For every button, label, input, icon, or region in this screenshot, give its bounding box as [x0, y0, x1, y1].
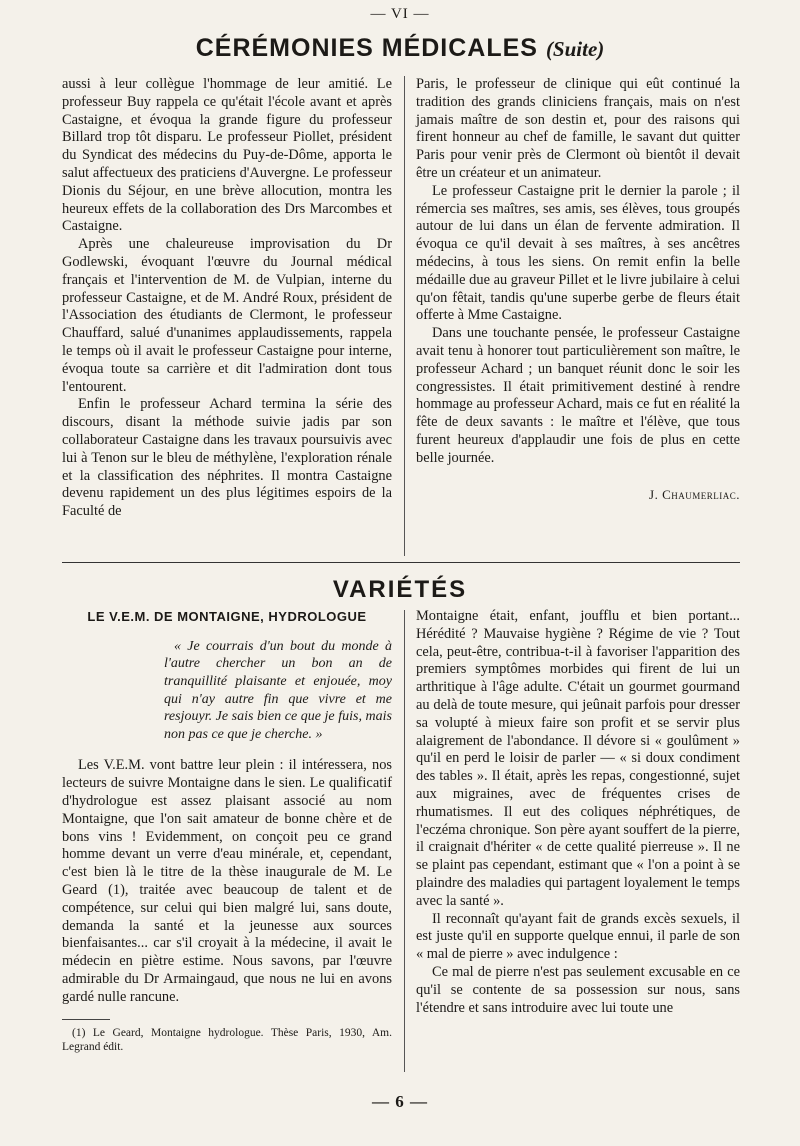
- paragraph: Le professeur Castaigne prit le dernier la parole ; il rémercia ses maîtres, ses amis, ses élèves, tous groupés autour de lui dans un élan de fervente admiration. Il évoqua ce qu'il devait à ses maîtres, à ses ancêtres médecins, à tous les siens. On remit enfin la belle médaille due au graveur Pillet et le livre jubilaire à celui qu'on fêtait, tandis qu'une superbe gerbe de fleurs était offerte à Mme Castaigne.: [416, 182, 740, 324]
- roman-page-number: — VI —: [370, 6, 430, 22]
- footnote-rule: [62, 1019, 110, 1020]
- paragraph: Paris, le professeur de clinique qui eût continué la tradition des grands cliniciens français, mais on n'est jamais maître de son destin et, pour des raisons qui firent honneur au chef de famille, le savant dut quitter Paris pour venir près de Clermont où bientôt il devait être un créateur et un animateur.: [416, 76, 740, 181]
- paragraph: Ce mal de pierre n'est pas seulement excusable en ce qu'il se contente de sa possession sur nous, sans l'étendre et sans introduire avec lui toute une: [416, 963, 740, 1016]
- ceremonies-column-right: [416, 76, 740, 503]
- varietes-column-right: [416, 608, 740, 1017]
- column-divider: [404, 76, 405, 556]
- article-title: LE V.E.M. DE MONTAIGNE, HYDROLOGUE: [87, 609, 367, 624]
- column-divider: [404, 610, 405, 1072]
- epigraph-quote: « Je courrais d'un bout du monde à l'autre chercher un bon an de tranquillité plaisante et enjouée, moy qui n'ay autre fin que vivre et me resjouyr. Je sais bien ce que je fuis, mais non pas ce que je cherche. »: [164, 638, 392, 742]
- author-signature: J. Chaumerliac.: [649, 486, 740, 502]
- varietes-title: VARIÉTÉS: [332, 576, 468, 603]
- paragraph: Les V.E.M. vont battre leur plein : il intéressera, nos lecteurs de suivre Montaigne dans le sien. Le qualificatif d'hydrologue est assez plaisant associé au nom Montaigne, que l'on sait amateur de bonne chère et de bons vins ! Evidemment, on conçoit peu ce grand homme devant un verre d'eau minérale, et, cependant, c'est bien là le titre de la thèse inaugurale de M. Le Geard (1), traitée avec beaucoup de talent et de compétence, sur celui qui bien malgré lui, sans doute, demanda la santé et la jeunesse aux sources bienfaisantes... car s'il croyait à la médecine, il avait le médecin en piètre estime. Nous savons, par l'œuvre admirable du Dr Armaingaud, que nous ne lui en avons gardé nulle rancune.: [62, 757, 392, 1005]
- footnote: (1) Le Geard, Montaigne hydrologue. Thèse Paris, 1930, Am. Legrand édit.: [62, 1026, 392, 1053]
- section-rule: [62, 562, 740, 563]
- ceremonies-column-left: [62, 76, 392, 521]
- paragraph: Après une chaleureuse improvisation du Dr Godlewski, évoquant l'œuvre du Journal médical français et l'intervention de M. de Vulpian, interne du professeur Castaigne, et de M. André Roux, président de l'Association des étudiants de Clermont, le professeur Chauffard, salué d'unanimes applaudissements, rappela le temps où il avait le professeur Castaigne pour interne, évoqua toute sa carrière et dit l'admiration dont tous l'entourent.: [62, 236, 392, 395]
- section-title-text: CÉRÉMONIES MÉDICALES: [195, 34, 538, 62]
- section-title: [0, 34, 800, 63]
- section-title-suffix: (Suite): [545, 37, 605, 61]
- paragraph: Il reconnaît qu'ayant fait de grands excès sexuels, il est juste qu'il en supporte quelque ennui, il parle de son « mal de pierre » avec indulgence :: [416, 910, 740, 963]
- paragraph: aussi à leur collègue l'hommage de leur amitié. Le professeur Buy rappela ce qu'était l'école avant et après Castaigne, et évoqua la grande figure du professeur Billard trop tôt disparu. Le professeur Piollet, président du Syndicat des médecins du Puy-de-Dôme, apporta le salut affectueux des praticiens d'Auvergne. Le professeur Dionis du Séjour, en une brève allocution, montra les heureux effets de la collaboration des Drs Marcombes et Castaigne.: [62, 76, 392, 235]
- paragraph: Montaigne était, enfant, joufflu et bien portant... Hérédité ? Mauvaise hygiène ? Régime de vie ? Tout cela, peut-être, contribua-t-il à favoriser l'apparition des premiers symptômes morbides qui firent de lui un arthritique à l'âge adulte. C'était un gourmet gourmand au delà de toute mesure, qui jeûnait parfois pour dresser sa volupté à mieux faire son profit et se servir plus alaigrement de l'abondance. Il dévore si « goulûment » qu'il en perd le loisir de parler — « si doux condiment des tables ». Il était, après les repas, congestionné, sujet aux migraines, avec de fréquentes crises de rhumatismes. Il eut des coliques néphrétiques, de l'eczéma chronique. Son père ayant souffert de la pierre, il craignait d'hériter « de cette qualité pierreuse ». Il ne se plaint pas cependant, estimant que « l'on a point à se plaindre des maladies qui partagent loyalement le temps avec la santé ».: [416, 608, 740, 909]
- varietes-column-left: [62, 608, 392, 1054]
- page-number: — 6 —: [372, 1092, 428, 1111]
- paragraph: Enfin le professeur Achard termina la série des discours, disant la méthode suivie jadis par son collaborateur Castaigne dans les travaux poursuivis avec lui à Tenon sur le bleu de méthylène, l'exploration rénale et la classification des néphrites. Il montra Castaigne devenu rapidement un des plus légitimes espoirs de la Faculté de: [62, 396, 392, 520]
- paragraph: Dans une touchante pensée, le professeur Castaigne avait tenu à honorer tout particulièrement son maître, le professeur Achard ; un banquet réunit donc le soir les congressistes. Il était primitivement destiné à rendre hommage au professeur Achard, mais ce fut en réalité la fête de deux savants : le maître et l'élève, que tous furent heureux d'applaudir une fois de plus en cette belle journée.: [416, 325, 740, 466]
